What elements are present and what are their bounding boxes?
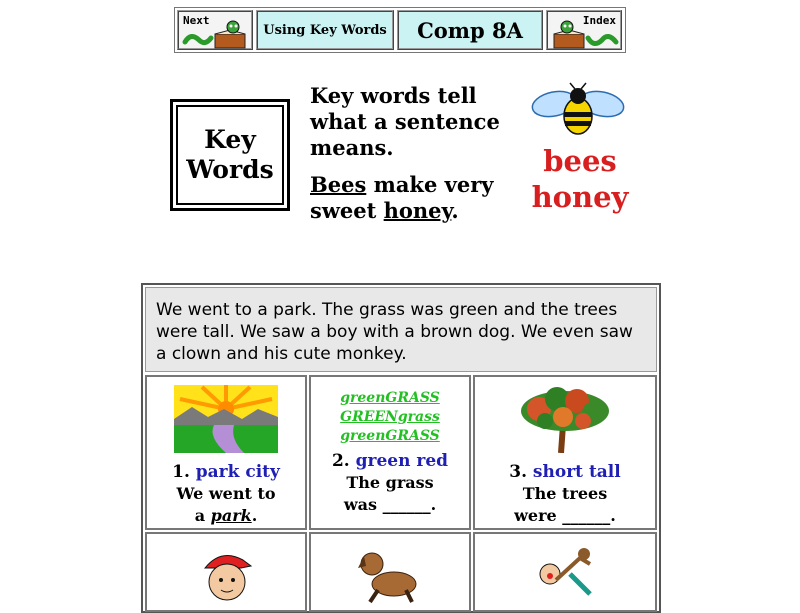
- choices-2: 2. green red: [331, 451, 449, 471]
- story-paragraph: We went to a park. The grass was green and the trees were tall. We saw a boy with a brown dog. We even saw a clown and his cute monkey.: [145, 287, 657, 372]
- question-cell-4: [145, 532, 307, 612]
- choice-red[interactable]: red: [416, 451, 449, 471]
- sentence-1-line2: a park.: [194, 506, 258, 525]
- sentence-1-line1: We went to: [176, 484, 276, 503]
- answer-blank-1[interactable]: park: [210, 506, 252, 525]
- green-grass-decor: greenGRASS GREENgrass greenGRASS: [340, 390, 440, 444]
- choice-city[interactable]: city: [245, 462, 280, 482]
- sentence-2-line1: The grass: [346, 473, 434, 492]
- park-picture: [174, 385, 278, 453]
- tree-picture: [515, 385, 615, 453]
- reading-worm-icon: [181, 14, 251, 52]
- question-cell-5: [309, 532, 471, 612]
- intro-text: [310, 83, 525, 224]
- question-cell-3: [473, 375, 657, 530]
- sentence-3-line2[interactable]: were ______.: [514, 506, 616, 525]
- sentence-2-line2[interactable]: was ______.: [343, 495, 437, 514]
- choices-1: 1. park city: [172, 462, 280, 482]
- unit-label: Comp 8A: [397, 10, 543, 50]
- boy-picture: [191, 546, 261, 606]
- top-nav: [174, 7, 626, 53]
- choice-green[interactable]: green: [355, 451, 411, 471]
- choice-tall[interactable]: tall: [588, 462, 621, 482]
- bee-key-words: [525, 143, 635, 215]
- bee-icon: [530, 82, 626, 138]
- choice-short[interactable]: short: [532, 462, 584, 482]
- definition: Key words tell what a sentence means.: [310, 83, 500, 160]
- bee-word-2: honey: [531, 180, 629, 214]
- index-label: Index: [582, 14, 616, 27]
- reading-worm-icon: [550, 14, 620, 52]
- key-words-line1: Key: [204, 125, 256, 154]
- sentence-3-line1: The trees: [522, 484, 608, 503]
- question-cell-1: [145, 375, 307, 530]
- key-words-box: [170, 99, 290, 211]
- story-table: [141, 283, 661, 613]
- clown-monkey-picture: [520, 544, 610, 604]
- key-word-bees: Bees: [310, 172, 367, 197]
- choices-3: 3. short tall: [509, 462, 621, 482]
- question-cell-2: [309, 375, 471, 530]
- lesson-title: Using Key Words: [256, 10, 394, 50]
- choice-park[interactable]: park: [195, 462, 240, 482]
- example-sentence: Bees make very sweet honey.: [310, 172, 494, 223]
- index-button[interactable]: [546, 10, 622, 50]
- next-label: Next: [183, 14, 210, 27]
- next-button[interactable]: [177, 10, 253, 50]
- dog-picture: [350, 544, 430, 604]
- key-words-line2: Words: [186, 155, 274, 184]
- key-word-honey: honey: [383, 198, 452, 223]
- bee-word-1: bees: [543, 144, 617, 178]
- question-cell-6: [473, 532, 657, 612]
